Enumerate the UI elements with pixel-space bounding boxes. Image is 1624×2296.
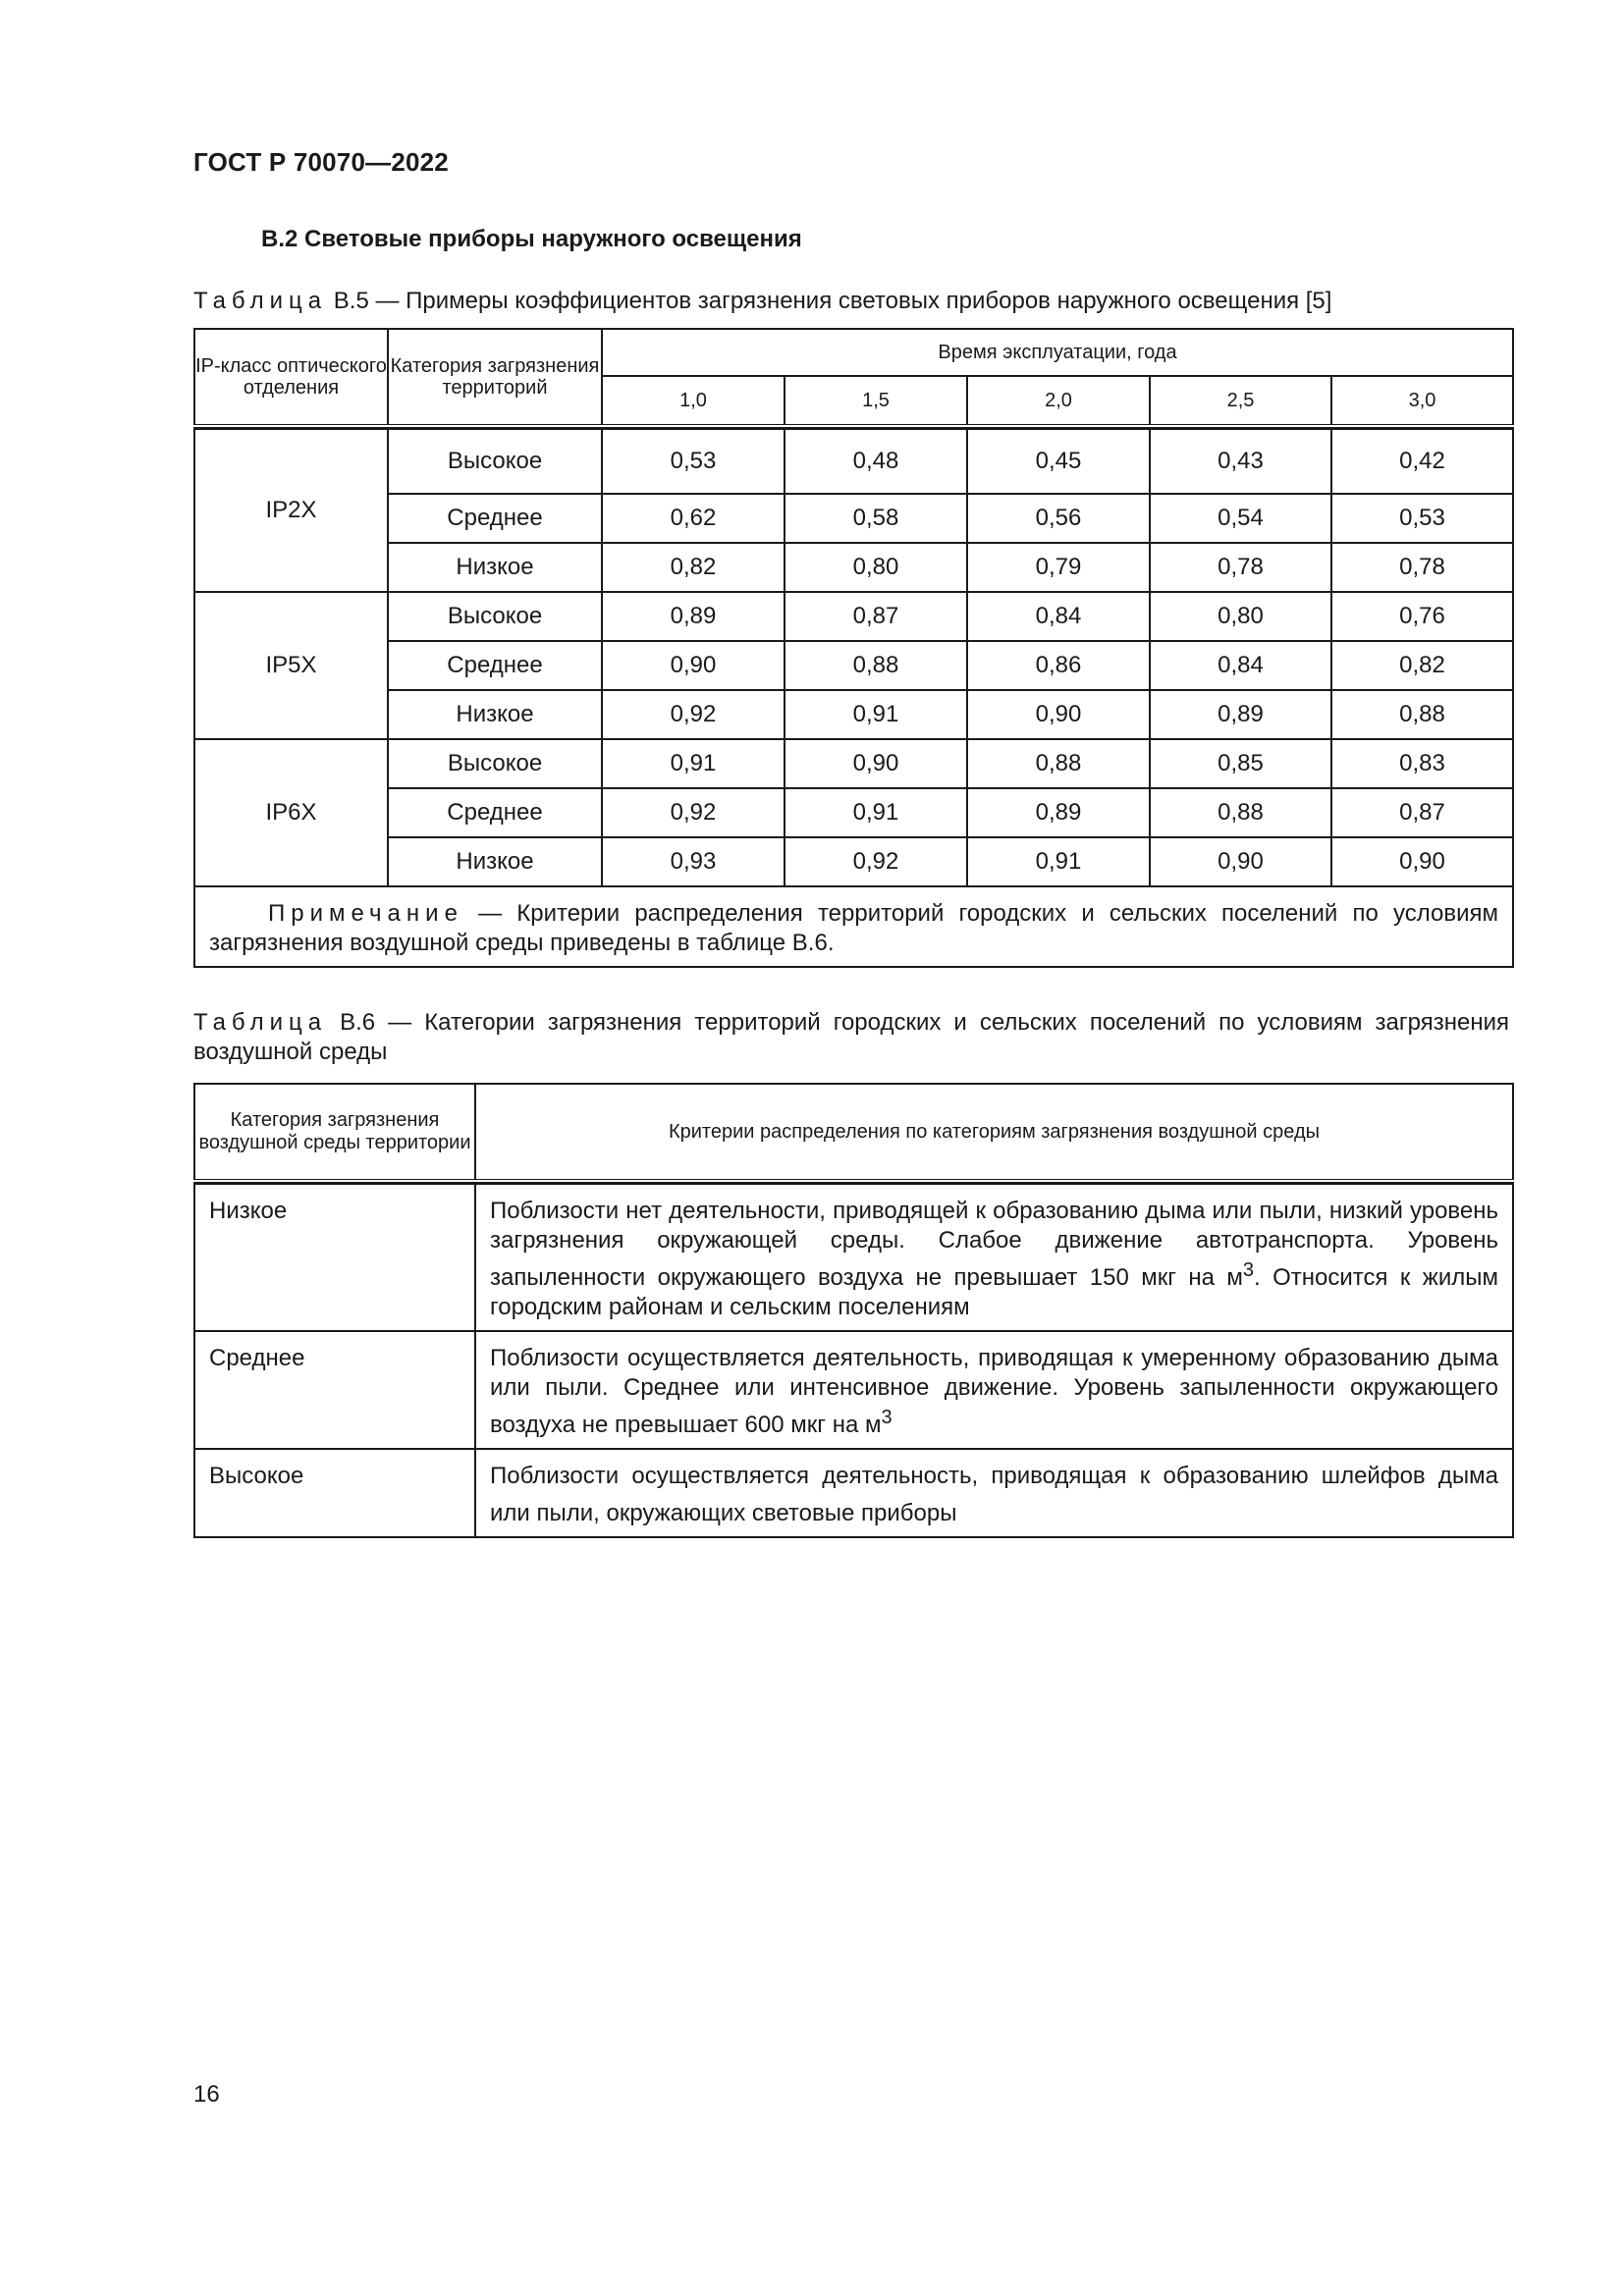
table-row xyxy=(194,1184,1513,1331)
criteria-text: Поблизости нет деятельности, приводящей к образованию дыма или пыли, низкий уровень загрязнения окружающей среды. Слабое движение автотранспорта. Уровень запыленности окружающего воздуха не превышает 150 мкг на м xyxy=(490,1198,1498,1291)
note-text: — Критерии распределения территорий городских и сельских поселений по условиям загрязнения воздушной среды приведены в таблице В.6. xyxy=(209,900,1499,956)
value-cell: 0,54 xyxy=(1150,494,1331,543)
value-cell: 0,79 xyxy=(967,543,1150,592)
value-cell: 0,91 xyxy=(785,788,967,837)
category-cell: Высокое xyxy=(388,592,602,641)
value-cell: 0,90 xyxy=(1150,837,1331,886)
category-cell: Среднее xyxy=(388,641,602,690)
criteria-cell xyxy=(475,1331,1513,1449)
value-cell: 0,90 xyxy=(967,690,1150,739)
value-cell: 0,45 xyxy=(967,429,1150,494)
table-row xyxy=(194,494,1513,543)
value-cell: 0,84 xyxy=(967,592,1150,641)
value-cell: 0,76 xyxy=(1331,592,1513,641)
criteria-text: Поблизости осуществляется деятельность, приводящая к образованию шлейфов дыма или пыли, окружающих световые приборы xyxy=(490,1463,1498,1526)
value-cell: 0,48 xyxy=(785,429,967,494)
criteria-text-end: . Относится к жилым городским районам и сельским поселениям xyxy=(490,1264,1498,1320)
value-cell: 0,80 xyxy=(785,543,967,592)
category-cell: Высокое xyxy=(388,429,602,494)
table-b5-caption xyxy=(193,287,1509,316)
criteria-cell xyxy=(475,1449,1513,1537)
page-number: 16 xyxy=(193,2081,220,2108)
category-cell: Низкое xyxy=(388,543,602,592)
superscript: 3 xyxy=(881,1407,893,1428)
document-header: ГОСТ Р 70070—2022 xyxy=(193,147,449,177)
value-cell: 0,91 xyxy=(967,837,1150,886)
value-cell: 0,82 xyxy=(1331,641,1513,690)
value-cell: 0,89 xyxy=(967,788,1150,837)
col-header-category: Категория загрязнения территорий xyxy=(388,329,602,426)
value-cell: 0,88 xyxy=(785,641,967,690)
table-b5 xyxy=(193,328,1514,968)
value-cell: 0,88 xyxy=(1331,690,1513,739)
superscript: 3 xyxy=(1242,1259,1255,1281)
category-cell: Низкое xyxy=(388,837,602,886)
value-cell: 0,43 xyxy=(1150,429,1331,494)
value-cell: 0,92 xyxy=(785,837,967,886)
table-row xyxy=(194,837,1513,886)
col-header-year: 2,0 xyxy=(967,376,1150,426)
table-row xyxy=(194,739,1513,788)
value-cell: 0,78 xyxy=(1150,543,1331,592)
caption-label: Таблица xyxy=(193,288,328,314)
value-cell: 0,86 xyxy=(967,641,1150,690)
category-cell: Низкое xyxy=(388,690,602,739)
value-cell: 0,82 xyxy=(602,543,785,592)
value-cell: 0,88 xyxy=(1150,788,1331,837)
col-header-year: 2,5 xyxy=(1150,376,1331,426)
value-cell: 0,90 xyxy=(785,739,967,788)
value-cell: 0,87 xyxy=(785,592,967,641)
value-cell: 0,88 xyxy=(967,739,1150,788)
value-cell: 0,90 xyxy=(1331,837,1513,886)
value-cell: 0,53 xyxy=(602,429,785,494)
table-b6 xyxy=(193,1083,1514,1538)
category-cell: Среднее xyxy=(194,1331,475,1449)
table-row xyxy=(194,543,1513,592)
col-header-category: Категория загрязнения воздушной среды территории xyxy=(194,1084,475,1181)
table-note xyxy=(194,886,1513,967)
value-cell: 0,89 xyxy=(1150,690,1331,739)
value-cell: 0,89 xyxy=(602,592,785,641)
ip-class-cell: IP5X xyxy=(194,592,388,739)
note-label: Примечание xyxy=(268,900,463,927)
table-row xyxy=(194,592,1513,641)
category-cell: Высокое xyxy=(388,739,602,788)
col-header-ip: IP-класс оптического отделения xyxy=(194,329,388,426)
value-cell: 0,84 xyxy=(1150,641,1331,690)
value-cell: 0,93 xyxy=(602,837,785,886)
table-row xyxy=(194,690,1513,739)
caption-label: Таблица xyxy=(193,1009,328,1036)
criteria-cell xyxy=(475,1184,1513,1331)
value-cell: 0,78 xyxy=(1331,543,1513,592)
col-header-year: 1,0 xyxy=(602,376,785,426)
value-cell: 0,56 xyxy=(967,494,1150,543)
category-cell: Среднее xyxy=(388,494,602,543)
criteria-text: Поблизости осуществляется деятельность, приводящая к умеренному образованию дыма или пыли. Среднее или интенсивное движение. Уровень запыленности окружающего воздуха не превышает 600 мкг на м xyxy=(490,1345,1498,1438)
value-cell: 0,92 xyxy=(602,788,785,837)
table-b6-caption xyxy=(193,1008,1509,1067)
table-row xyxy=(194,641,1513,690)
value-cell: 0,42 xyxy=(1331,429,1513,494)
value-cell: 0,91 xyxy=(785,690,967,739)
value-cell: 0,58 xyxy=(785,494,967,543)
ip-class-cell: IP6X xyxy=(194,739,388,886)
value-cell: 0,87 xyxy=(1331,788,1513,837)
caption-text: В.6 — Категории загрязнения территорий городских и сельских поселений по условиям загрязнения воздушной среды xyxy=(193,1009,1509,1065)
section-heading: В.2 Световые приборы наружного освещения xyxy=(261,226,802,252)
caption-text: В.5 — Примеры коэффициентов загрязнения световых приборов наружного освещения [5] xyxy=(327,288,1332,314)
col-header-time: Время эксплуатации, года xyxy=(602,329,1513,376)
col-header-year: 3,0 xyxy=(1331,376,1513,426)
col-header-criteria: Критерии распределения по категориям загрязнения воздушной среды xyxy=(475,1084,1513,1181)
table-row xyxy=(194,788,1513,837)
value-cell: 0,90 xyxy=(602,641,785,690)
table-row xyxy=(194,1331,1513,1449)
value-cell: 0,85 xyxy=(1150,739,1331,788)
value-cell: 0,62 xyxy=(602,494,785,543)
value-cell: 0,91 xyxy=(602,739,785,788)
value-cell: 0,83 xyxy=(1331,739,1513,788)
category-cell: Низкое xyxy=(194,1184,475,1331)
table-row xyxy=(194,1449,1513,1537)
ip-class-cell: IP2X xyxy=(194,429,388,592)
col-header-year: 1,5 xyxy=(785,376,967,426)
value-cell: 0,53 xyxy=(1331,494,1513,543)
category-cell: Среднее xyxy=(388,788,602,837)
category-cell: Высокое xyxy=(194,1449,475,1537)
value-cell: 0,80 xyxy=(1150,592,1331,641)
table-row xyxy=(194,429,1513,494)
value-cell: 0,92 xyxy=(602,690,785,739)
